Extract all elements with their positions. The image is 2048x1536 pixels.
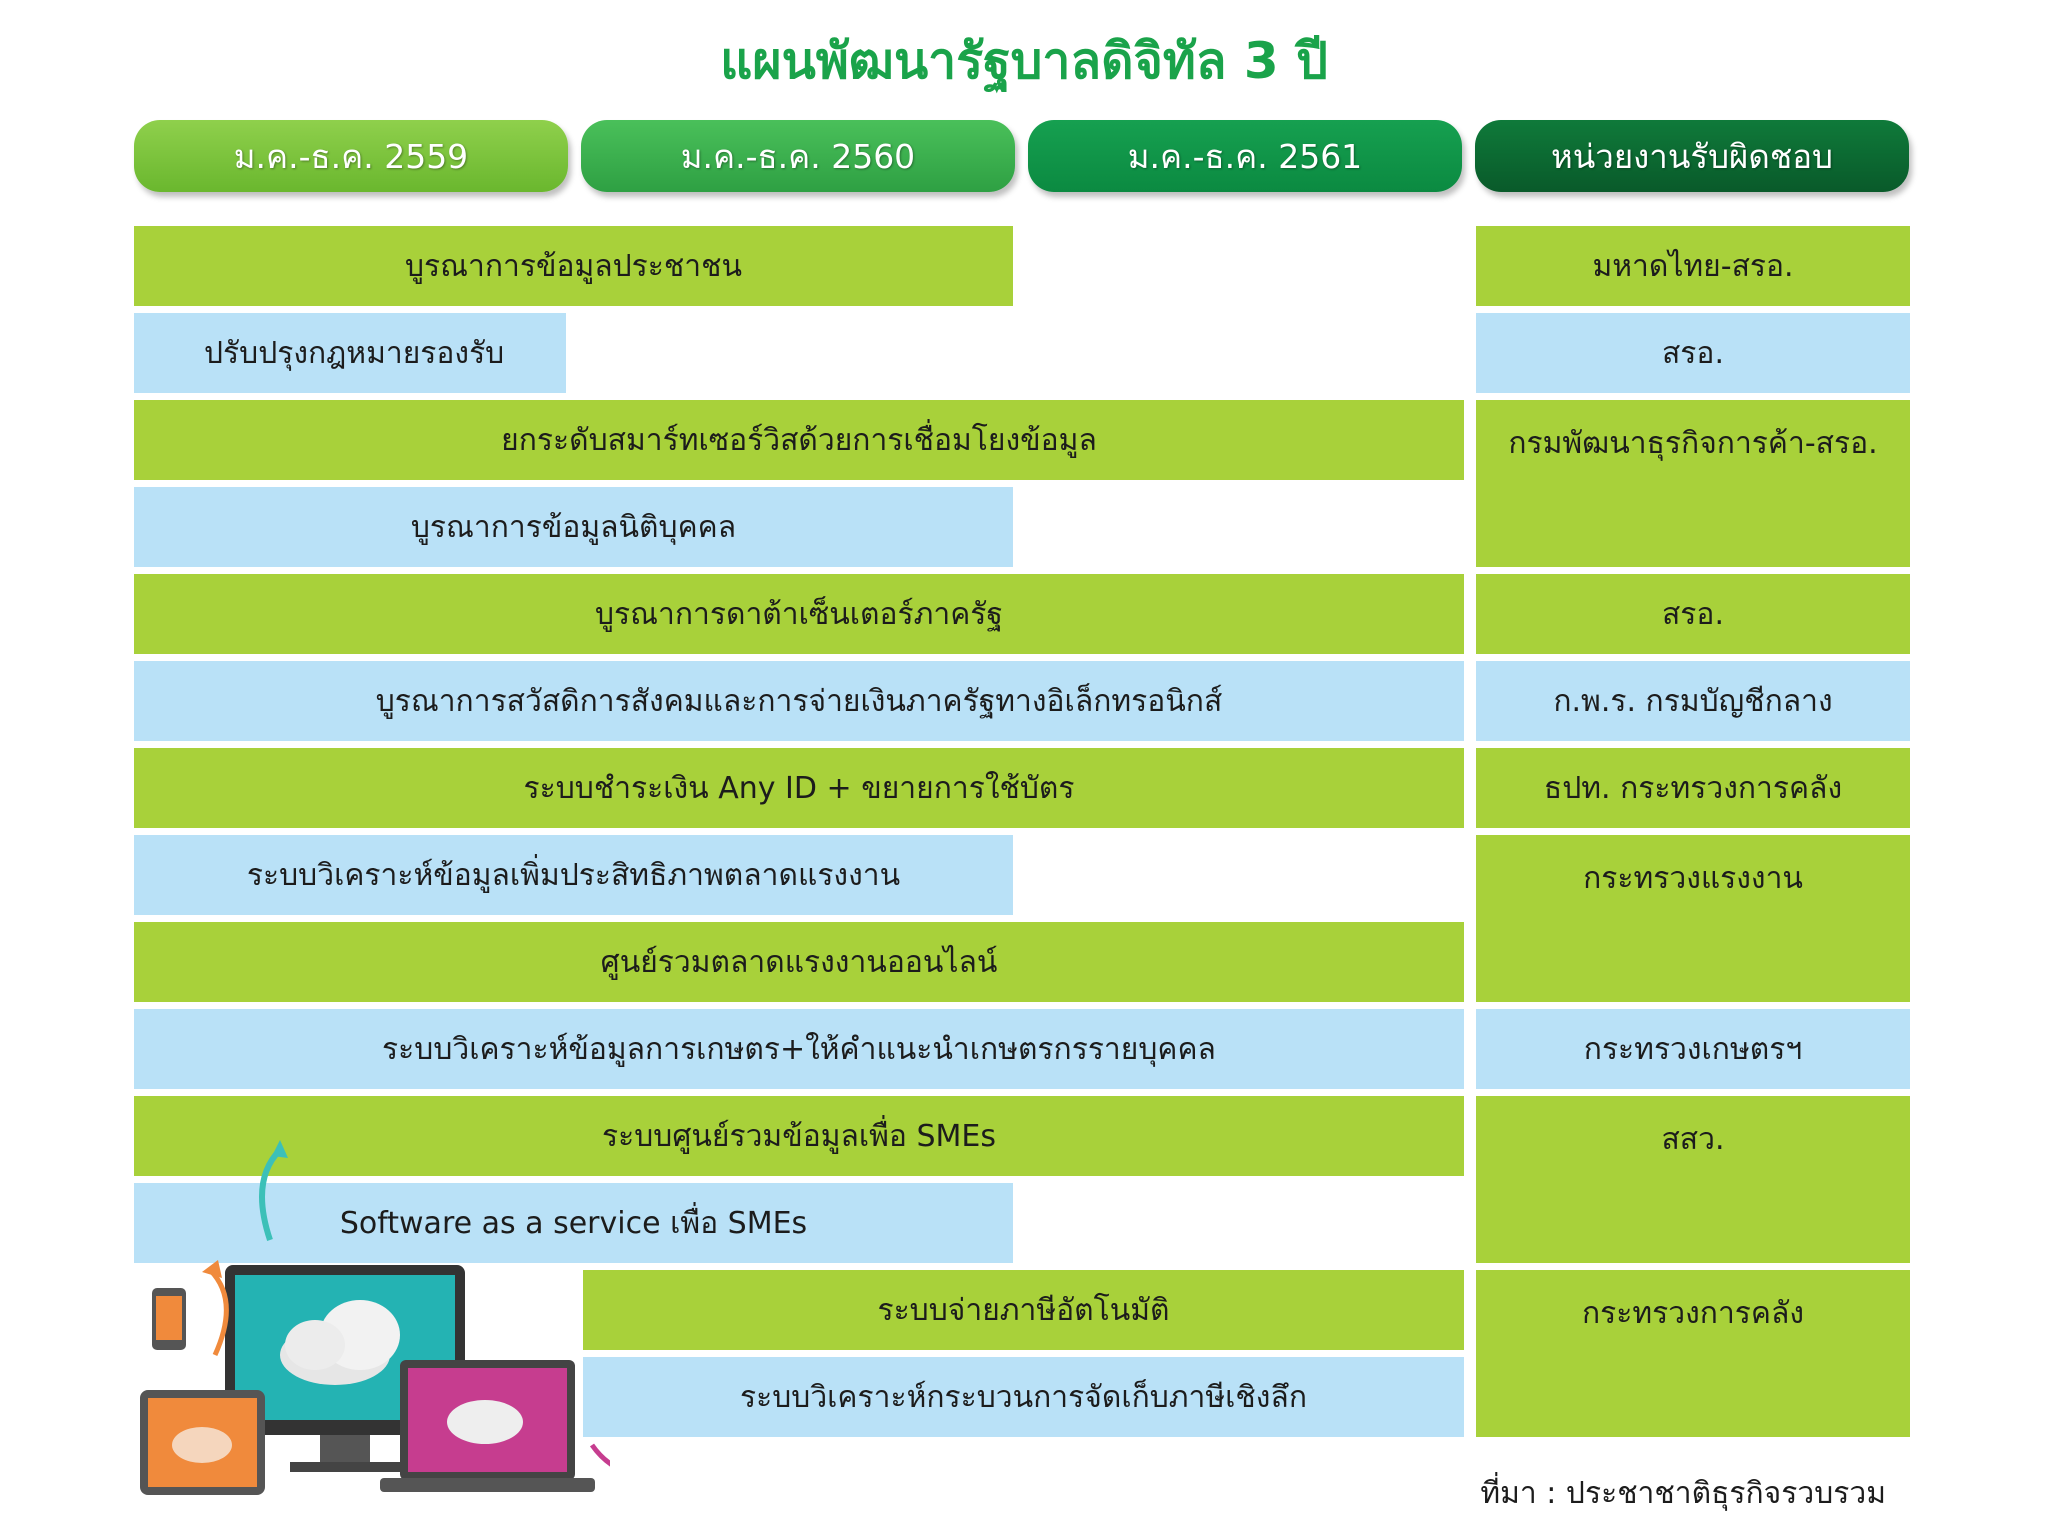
task-bar: ระบบจ่ายภาษีอัตโนมัติ: [583, 1270, 1464, 1350]
task-bar: ศูนย์รวมตลาดแรงงานออนไลน์: [134, 922, 1464, 1002]
task-bar: ระบบชำระเงิน Any ID + ขยายการใช้บัตร: [134, 748, 1464, 828]
task-bar: ยกระดับสมาร์ทเซอร์วิสด้วยการเชื่อมโยงข้อมูล: [134, 400, 1464, 480]
header-responsible-agency: หน่วยงานรับผิดชอบ: [1475, 120, 1909, 192]
agency-cell: กระทรวงการคลัง: [1476, 1270, 1910, 1437]
agency-cell: ธปท. กระทรวงการคลัง: [1476, 748, 1910, 828]
task-bar: ปรับปรุงกฎหมายรองรับ: [134, 313, 566, 393]
agency-cell: มหาดไทย-สรอ.: [1476, 226, 1910, 306]
header-2559: ม.ค.-ธ.ค. 2559: [134, 120, 568, 192]
header-2561: ม.ค.-ธ.ค. 2561: [1028, 120, 1462, 192]
arrow-up-icon: [262, 1150, 280, 1240]
task-bar: บูรณาการข้อมูลประชาชน: [134, 226, 1013, 306]
task-bar: ระบบวิเคราะห์กระบวนการจัดเก็บภาษีเชิงลึก: [583, 1357, 1464, 1437]
agency-cell: สรอ.: [1476, 574, 1910, 654]
cloud-devices-illustration: [130, 1140, 610, 1510]
task-bar: บูรณาการข้อมูลนิติบุคคล: [134, 487, 1013, 567]
task-bar: ระบบวิเคราะห์ข้อมูลการเกษตร+ให้คำแนะนำเกษตรกรรายบุคคล: [134, 1009, 1464, 1089]
task-bar: บูรณาการสวัสดิการสังคมและการจ่ายเงินภาครัฐทางอิเล็กทรอนิกส์: [134, 661, 1464, 741]
source-caption: ที่มา : ประชาชาติธุรกิจรวบรวม: [1480, 1476, 1886, 1511]
header-2560: ม.ค.-ธ.ค. 2560: [581, 120, 1015, 192]
agency-cell: กระทรวงเกษตรฯ: [1476, 1009, 1910, 1089]
task-bar: Software as a service เพื่อ SMEs: [134, 1183, 1013, 1263]
task-bar: บูรณาการดาต้าเซ็นเตอร์ภาครัฐ: [134, 574, 1464, 654]
agency-cell: ก.พ.ร. กรมบัญชีกลาง: [1476, 661, 1910, 741]
agency-cell: กรมพัฒนาธุรกิจการค้า-สรอ.: [1476, 400, 1910, 567]
task-bar: ระบบวิเคราะห์ข้อมูลเพิ่มประสิทธิภาพตลาดแรงงาน: [134, 835, 1013, 915]
agency-cell: สสว.: [1476, 1096, 1910, 1263]
page-title: แผนพัฒนารัฐบาลดิจิทัล 3 ปี: [720, 32, 1328, 90]
agency-cell: กระทรวงแรงงาน: [1476, 835, 1910, 1002]
task-bar: ระบบศูนย์รวมข้อมูลเพื่อ SMEs: [134, 1096, 1464, 1176]
agency-cell: สรอ.: [1476, 313, 1910, 393]
